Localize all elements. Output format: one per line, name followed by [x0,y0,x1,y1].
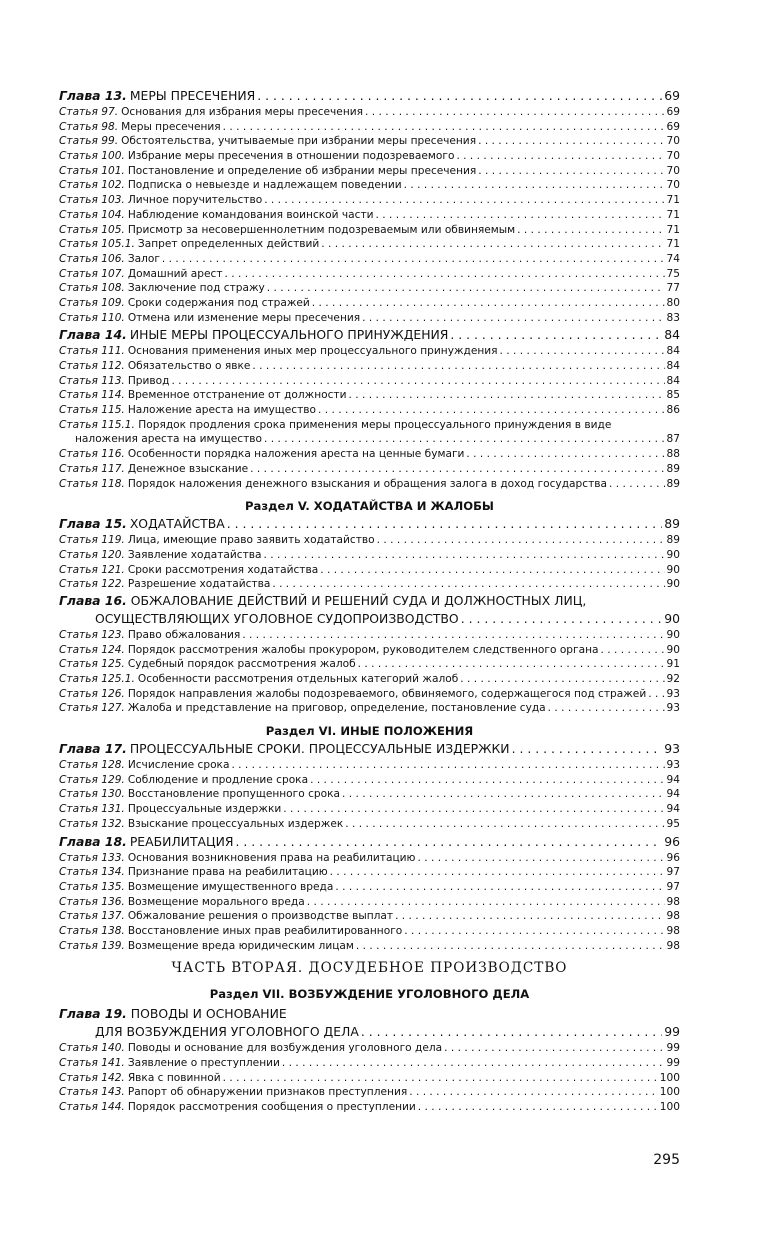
article-title: Основания применения иных мер процессуального принуждения [127,345,498,358]
chapter-heading [59,87,680,105]
page-ref: 93 [666,687,680,700]
article-title: Рапорт об обнаружении признаков преступления [127,1086,408,1099]
page-ref: 97 [666,866,680,879]
page-ref: 70 [666,135,680,148]
chapter-title: ИНЫЕ МЕРЫ ПРОЦЕССУАЛЬНОГО ПРИНУЖДЕНИЯ [129,327,449,343]
article-label: Статья 124. [59,643,125,656]
article-entry [59,164,680,179]
article-label: Статья 133. [59,851,125,864]
article-entry [59,851,680,866]
article-label: Статья 110. [59,311,125,324]
chapter-label: Глава 19. [59,1006,127,1022]
article-entry [59,657,680,672]
article-title: Заключение под стражу [127,282,265,295]
page-ref: 95 [666,817,680,830]
article-entry [59,344,680,359]
article-label: Статья 111. [59,345,125,358]
article-title: Возмещение имущественного вреда [127,880,334,893]
article-entry [59,563,680,578]
article-entry [59,237,680,252]
page-ref: 89 [666,462,680,475]
chapter-heading [59,515,680,533]
chapter-title: РЕАБИЛИТАЦИЯ [129,833,234,849]
page-ref: 71 [666,194,680,207]
article-entry [59,939,680,954]
page-ref: 86 [666,404,680,417]
section-heading: Раздел VII. ВОЗБУЖДЕНИЕ УГОЛОВНОГО ДЕЛА [209,987,530,1002]
article-label: Статья 116. [59,448,125,461]
chapter-title-cont: ДЛЯ ВОЗБУЖДЕНИЯ УГОЛОВНОГО ДЕЛА [95,1024,359,1040]
page-ref: 83 [666,311,680,324]
article-label: Статья 122. [59,578,125,591]
article-label: Статья 101. [59,164,125,177]
page-ref: 99 [666,1042,680,1055]
article-label: Статья 114. [59,389,125,402]
article-list [59,533,680,592]
article-title: Залог [127,252,160,265]
page-ref: 69 [666,106,680,118]
article-list [59,105,680,325]
article-title: Порядок рассмотрения сообщения о преступлении [127,1101,416,1114]
page-ref: 96 [666,851,680,864]
page-ref: 89 [666,477,680,490]
article-list [59,758,680,831]
article-title: Особенности рассмотрения отдельных категорий жалоб [137,673,459,685]
chapter-title: ХОДАТАЙСТВА [129,516,225,532]
chapter-heading [59,833,680,851]
article-entry [59,105,680,120]
article-entry [59,388,680,403]
article-label: Статья 108. [59,282,125,295]
page-ref: 75 [666,267,680,280]
article-title: Личное поручительство [127,194,263,207]
article-title: Избрание меры пресечения в отношении подозреваемого [127,150,455,163]
page-ref: 90 [666,643,680,656]
article-title: Восстановление иных прав реабилитированного [127,924,403,937]
article-entry [59,311,680,326]
article-entry [59,577,680,592]
page-ref: 97 [666,880,680,893]
article-entry [59,1056,680,1071]
chapter-title: ПОВОДЫ И ОСНОВАНИЕ [130,1006,287,1022]
article-entry [59,208,680,223]
article-label: Статья 115.1. [59,418,135,431]
article-entry [59,773,680,788]
page-ref: 100 [659,1071,680,1084]
page-ref: 90 [666,563,680,576]
chapter-title-continuation [59,1023,680,1041]
article-title: Признание права на реабилитацию [127,866,328,879]
page-ref: 71 [666,208,680,221]
article-label: Статья 106. [59,252,125,265]
page-ref: 100 [659,1101,680,1114]
article-label: Статья 139. [59,939,125,952]
article-entry [59,149,680,164]
article-title: Порядок направления жалобы подозреваемого, обвиняемого, содержащегося под стражей [127,687,647,700]
article-entry [59,787,680,802]
article-entry [59,701,680,716]
article-entry [59,193,680,208]
article-label: Статья 128. [59,759,125,772]
article-entry [59,880,680,895]
article-entry [59,252,680,267]
article-title-cont: наложения ареста на имущество [75,433,263,446]
article-label: Статья 113. [59,374,125,387]
page-ref: 91 [666,658,680,671]
chapter-heading [59,740,680,758]
article-entry [59,758,680,773]
page-ref: 99 [664,1024,680,1040]
article-label: Статья 109. [59,296,125,309]
table-of-contents [59,86,680,1115]
page-ref: 98 [666,939,680,952]
article-title: Процессуальные издержки [127,803,282,816]
article-title: Исчисление срока [127,759,230,772]
page-ref: 84 [666,360,680,372]
article-label: Статья 103. [59,194,125,207]
article-entry [59,909,680,924]
article-title: Домашний арест [127,267,223,280]
page-ref: 99 [666,1057,680,1069]
article-entry [59,374,680,389]
article-label: Статья 100. [59,150,125,163]
article-title: Порядок продления срока применения меры процессуального принуждения в виде [138,418,612,431]
article-title: Возмещение морального вреда [127,895,305,908]
article-label: Статья 105. [59,223,125,236]
article-list [59,851,680,954]
article-title: Присмотр за несовершеннолетним подозреваемым или обвиняемым [127,223,516,236]
article-label: Статья 97. [59,106,119,118]
article-entry [59,802,680,817]
article-title: Обстоятельства, учитываемые при избрании меры пресечения [121,135,477,148]
article-entry [59,672,680,687]
article-label: Статья 102. [59,179,125,192]
article-label: Статья 141. [59,1057,125,1069]
page-ref: 94 [666,803,680,816]
article-title: Временное отстранение от должности [127,389,347,402]
article-title: Наблюдение командования воинской части [127,208,374,221]
article-entry [59,1100,680,1115]
page-ref: 74 [666,252,680,265]
page-ref: 90 [664,610,680,626]
article-label: Статья 136. [59,895,125,908]
article-title: Порядок рассмотрения жалобы прокурором, руководителем следственного органа [127,643,599,656]
article-label: Статья 134. [59,866,125,879]
section-heading: Раздел VI. ИНЫЕ ПОЛОЖЕНИЯ [265,724,474,739]
article-label: Статья 143. [59,1086,125,1099]
article-entry [59,296,680,311]
article-label: Статья 137. [59,910,125,923]
page-ref: 94 [666,773,680,786]
article-title: Привод [127,374,170,387]
chapter-label: Глава 15. [59,516,127,532]
page-ref: 98 [666,895,680,908]
page-ref: 90 [666,548,680,561]
article-label: Статья 135. [59,880,125,893]
article-title: Лица, имеющие право заявить ходатайство [127,534,375,547]
page-ref: 90 [666,628,680,641]
article-title: Возмещение вреда юридическим лицам [127,939,354,952]
page-ref: 96 [664,833,680,849]
page-ref: 85 [666,389,680,402]
article-label: Статья 107. [59,267,125,280]
article-title: Основания для избрания меры пресечения [121,106,364,118]
page-ref: 84 [666,345,680,358]
article-title: Судебный порядок рассмотрения жалоб [127,658,356,671]
page-ref: 69 [666,120,680,133]
article-title: Денежное взыскание [127,462,249,475]
article-label: Статья 144. [59,1101,125,1114]
article-title: Сроки содержания под стражей [127,296,310,309]
chapter-label: Глава 17. [59,741,127,757]
article-title: Жалоба и представление на приговор, определение, постановление суда [127,702,546,715]
article-label: Статья 123. [59,628,125,641]
page-ref: 88 [666,448,680,461]
chapter-label: Глава 16. [59,592,127,608]
article-label: Статья 99. [59,135,119,148]
section-heading: Раздел V. ХОДАТАЙСТВА И ЖАЛОБЫ [245,499,494,514]
article-label: Статья 105.1. [59,238,135,251]
article-title: Подписка о невыезде и надлежащем поведении [127,179,402,192]
article-label: Статья 119. [59,534,125,547]
article-entry [59,359,680,374]
chapter-heading [59,326,680,344]
chapter-label: Глава 14. [59,327,127,343]
page-ref: 92 [666,673,680,685]
article-label: Статья 118. [59,477,125,490]
page-ref: 89 [664,516,680,532]
article-label: Статья 127. [59,702,125,715]
article-entry [59,628,680,643]
article-entry [59,462,680,477]
article-title: Явка с повинной [127,1071,221,1084]
chapter-label: Глава 18. [59,833,127,849]
article-title: Обязательство о явке [127,360,251,372]
article-label: Статья 117. [59,462,125,475]
article-entry [59,477,680,492]
article-entry [59,687,680,702]
article-label: Статья 98. [59,120,119,133]
article-entry-continuation [59,432,680,447]
chapter-title: ПРОЦЕССУАЛЬНЫЕ СРОКИ. ПРОЦЕССУАЛЬНЫЕ ИЗДЕРЖКИ [129,741,510,757]
page-ref: 84 [666,374,680,387]
article-entry [59,403,680,418]
page-ref: 77 [666,282,680,295]
article-label: Статья 131. [59,803,125,816]
page-ref: 98 [666,924,680,937]
page-ref: 87 [666,433,680,446]
article-title: Обжалование решения о производстве выплат [127,910,394,923]
article-label: Статья 142. [59,1071,125,1084]
article-label: Статья 104. [59,208,125,221]
article-entry [59,1041,680,1056]
article-list [59,1041,680,1114]
chapter-heading [59,592,680,610]
chapter-title: ОБЖАЛОВАНИЕ ДЕЙСТВИЙ И РЕШЕНИЙ СУДА И ДОЛЖНОСТНЫХ ЛИЦ, [130,592,587,608]
article-list [59,344,680,417]
article-entry-first-line [59,418,680,433]
article-title: Наложение ареста на имущество [127,404,317,417]
article-title: Право обжалования [127,628,241,641]
article-entry [59,865,680,880]
article-title: Разрешение ходатайства [127,578,271,591]
article-label: Статья 125.1. [59,673,135,685]
part-heading: ЧАСТЬ ВТОРАЯ. ДОСУДЕБНОЕ ПРОИЗВОДСТВО [171,960,568,977]
page-number: 295 [653,1152,680,1168]
article-label: Статья 121. [59,563,125,576]
article-entry [59,281,680,296]
article-entry [59,223,680,238]
article-entry [59,178,680,193]
page-ref: 89 [666,534,680,547]
chapter-title-continuation [59,610,680,628]
article-entry [59,267,680,282]
article-entry [59,533,680,548]
article-title: Соблюдение и продление срока [127,773,309,786]
article-label: Статья 120. [59,548,125,561]
article-title: Меры пресечения [121,120,221,133]
article-title: Взыскание процессуальных издержек [127,817,344,830]
article-title: Восстановление пропущенного срока [127,788,341,801]
page-ref: 93 [664,741,680,757]
article-entry [59,120,680,135]
article-title: Заявление о преступлении [127,1057,280,1069]
article-title: Запрет определенных действий [137,238,320,251]
chapter-title: МЕРЫ ПРЕСЕЧЕНИЯ [129,88,256,103]
article-title: Заявление ходатайства [127,548,262,561]
page-ref: 70 [666,150,680,163]
article-entry [59,924,680,939]
article-label: Статья 125. [59,658,125,671]
article-title: Порядок наложения денежного взыскания и обращения залога в доход государства [127,477,607,490]
article-entry [59,895,680,910]
article-label: Статья 112. [59,360,125,372]
page-ref: 93 [666,759,680,772]
article-label: Статья 140. [59,1042,125,1055]
article-label: Статья 130. [59,788,125,801]
article-entry [59,548,680,563]
page-ref: 71 [666,238,680,251]
article-label: Статья 115. [59,404,125,417]
chapter-label: Глава 13. [59,88,127,103]
article-entry [59,817,680,832]
article-label: Статья 126. [59,687,125,700]
article-label: Статья 129. [59,773,125,786]
article-entry [59,643,680,658]
page-ref: 100 [659,1086,680,1099]
article-title: Особенности порядка наложения ареста на ценные бумаги [127,448,465,461]
page-ref: 90 [666,578,680,591]
page-ref: 93 [666,702,680,715]
article-title: Поводы и основание для возбуждения уголовного дела [127,1042,443,1055]
page-ref: 80 [666,296,680,309]
page-ref: 98 [666,910,680,923]
page-ref: 70 [666,179,680,192]
article-entry [59,134,680,149]
page-ref: 70 [666,164,680,177]
article-title: Сроки рассмотрения ходатайства [127,563,319,576]
page-ref: 69 [664,88,680,103]
article-label: Статья 138. [59,924,125,937]
page-ref: 71 [666,223,680,236]
article-label: Статья 132. [59,817,125,830]
article-entry [59,447,680,462]
article-list [59,447,680,491]
article-entry [59,1071,680,1086]
article-title: Отмена или изменение меры пресечения [127,311,361,324]
article-entry [59,1085,680,1100]
article-title: Основания возникновения права на реабилитацию [127,851,416,864]
chapter-title-cont: ОСУЩЕСТВЛЯЮЩИХ УГОЛОВНОЕ СУДОПРОИЗВОДСТВО [95,610,459,626]
article-list [59,628,680,716]
article-title: Постановление и определение об избрании меры пресечения [127,164,477,177]
page-ref: 84 [664,327,680,343]
page-ref: 94 [666,788,680,801]
